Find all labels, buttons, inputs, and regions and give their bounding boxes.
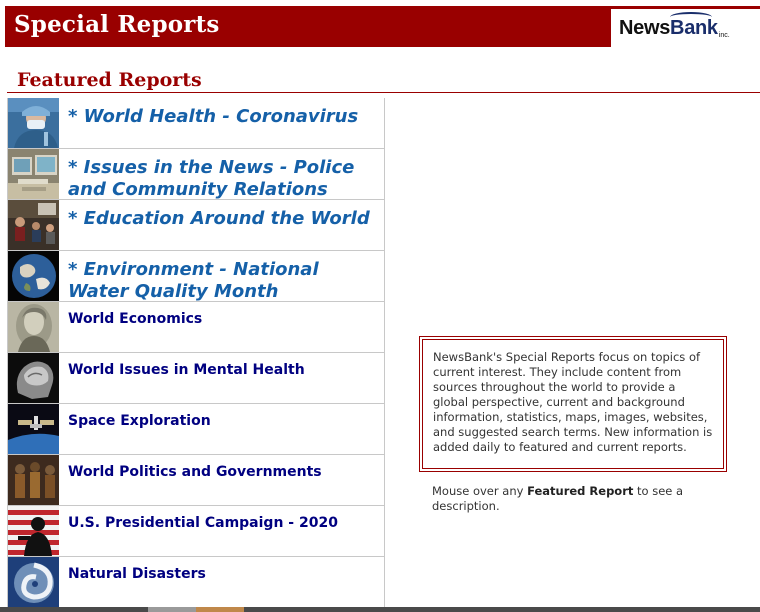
computer-monitors-image[interactable] <box>8 149 59 199</box>
earth-globe-image[interactable] <box>8 251 59 301</box>
logo-bank-text: Bank <box>670 16 718 39</box>
featured-reports-heading: Featured Reports <box>17 69 202 91</box>
heading-divider <box>7 92 760 93</box>
logo-inc-text: inc. <box>718 32 730 39</box>
report-item-world-health[interactable] <box>8 98 384 149</box>
brain-scan-image[interactable] <box>8 353 59 403</box>
report-description: NewsBank's Special Reports focus on topics of current interest. They include content from sources throughout the world to provide a global perspective, current and background information, statistics, maps, images, websites, and suggested search terms. New information is added daily to featured and current reports. <box>422 339 724 469</box>
report-item-world-economics[interactable] <box>8 302 384 353</box>
report-item-world-politics[interactable] <box>8 455 384 506</box>
space-station-image[interactable] <box>8 404 59 454</box>
page-header <box>5 6 760 47</box>
report-label[interactable]: World Economics <box>68 311 203 327</box>
report-label[interactable]: U.S. Presidential Campaign - 2020 <box>68 515 338 531</box>
report-label[interactable]: World Politics and Governments <box>68 464 322 480</box>
report-label[interactable]: * Environment - National Water Quality Month <box>68 259 319 302</box>
page-title: Special Reports <box>14 11 220 38</box>
report-label[interactable]: * Issues in the News - Police and Community Relations <box>68 157 355 200</box>
report-item-education[interactable] <box>8 200 384 251</box>
doctor-mask-image[interactable] <box>8 98 59 148</box>
hint-prefix: Mouse over any <box>432 484 528 498</box>
report-item-police-community[interactable] <box>8 149 384 200</box>
report-item-environment[interactable] <box>8 251 384 302</box>
report-label[interactable]: * World Health - Coronavirus <box>68 106 359 127</box>
bottom-segment <box>196 607 244 612</box>
logo-swoosh-icon <box>670 12 712 22</box>
bottom-segment <box>148 607 196 612</box>
classroom-image[interactable] <box>8 200 59 250</box>
hurricane-satellite-image[interactable] <box>8 557 59 607</box>
report-item-presidential-campaign[interactable] <box>8 506 384 557</box>
logo-news-text: News <box>619 16 671 39</box>
banknote-portrait-image[interactable] <box>8 302 59 352</box>
report-label[interactable]: Natural Disasters <box>68 566 206 582</box>
report-item-natural-disasters[interactable] <box>8 557 384 608</box>
hint-bold: Featured Report <box>527 484 634 498</box>
speaker-flag-image[interactable] <box>8 506 59 556</box>
hover-hint <box>432 484 732 514</box>
info-box <box>419 336 727 472</box>
soldiers-image[interactable] <box>8 455 59 505</box>
report-label[interactable]: * Education Around the World <box>68 208 370 229</box>
report-label[interactable]: Space Exploration <box>68 413 211 429</box>
report-item-mental-health[interactable] <box>8 353 384 404</box>
report-list <box>7 98 385 612</box>
bottom-scrollbar[interactable] <box>0 607 760 612</box>
report-item-space-exploration[interactable] <box>8 404 384 455</box>
report-label[interactable]: World Issues in Mental Health <box>68 362 305 378</box>
hint-suffix: to see a description. <box>432 484 684 513</box>
